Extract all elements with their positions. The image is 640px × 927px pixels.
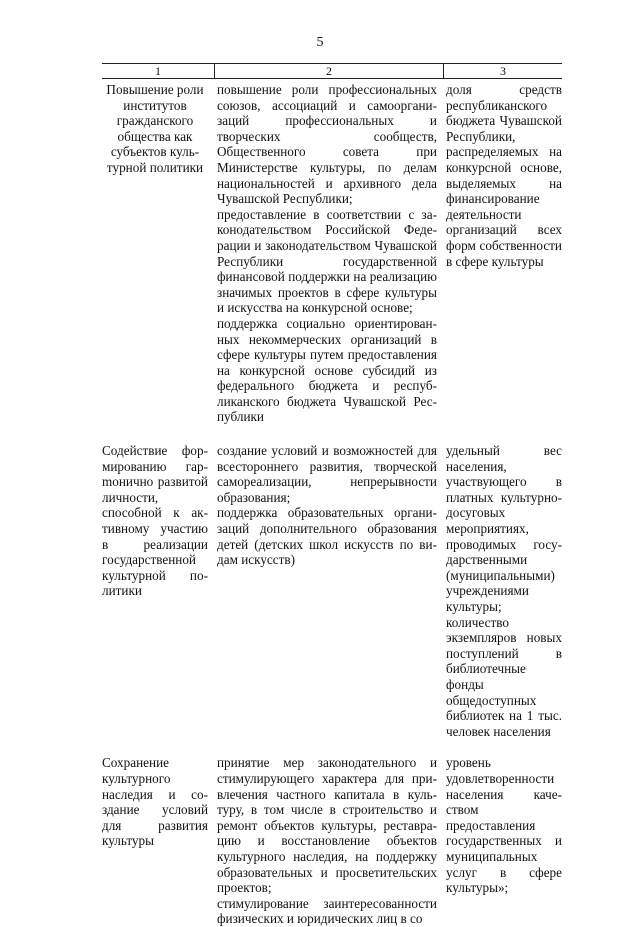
measure-paragraph: создание условий и возможностей для всестороннего развития, творческой самореализации, непрерывности образования; <box>217 443 437 505</box>
measure-paragraph: предоставление в соответствии с законодательством Российской Федерации и законодательством Чувашской Республики государственной финансовой поддержки на реализацию значимых проектов в сфере культуры и искусства на конкурсной основе; <box>217 206 437 316</box>
indicators-cell <box>443 443 562 739</box>
indicators-cell <box>443 82 562 425</box>
measure-paragraph: принятие мер законодательного и стимулирующего характера для привлечения частного капитала в культуру, в том числе в строительство и ремонт объектов культуры, реставрацию и восстановление объектов культурного наследия, на поддержку образовательных и просветительских проектов; <box>217 755 437 896</box>
measure-paragraph: повышение роли профессиональных союзов, ассоциаций и самоорганизаций профессиональных и творческих сообществ, Общественного совета при Министерстве культуры, по делам национальностей и архивного дела Чувашской Республики; <box>217 82 437 207</box>
column-number-3: 3 <box>443 64 562 78</box>
measures-table <box>102 63 562 927</box>
measure-paragraph: поддержка образовательных организаций дополнительного образования детей (детских школ искусств по видам искусств) <box>217 505 437 568</box>
page-number: 5 <box>316 35 324 50</box>
task-cell: Повышение роли институтов гражданского общества как субъектов культурной политики <box>106 82 204 175</box>
indicators-cell <box>443 755 562 927</box>
table-row <box>102 82 562 425</box>
indicator-paragraph: уровень удовлетворенности населения качеством предоставления государственных и муниципальных услуг в сфере культуры»; <box>446 755 562 896</box>
table-header-row <box>102 63 562 79</box>
indicator-paragraph: удельный вес населения, участвующего в платных культурно-досуговых мероприятиях, проводимых государственными (муниципальными) учреждениями культуры; <box>446 443 562 614</box>
indicator-paragraph: доля средств республиканского бюджета Чувашской Республики, распределяемых на конкурсной основе, выделяемых на финансирование деятельности организаций всех форм собственности в сфере культуры <box>446 82 562 269</box>
measure-paragraph: поддержка социально ориентированных некоммерческих организаций в сфере культуры путем предоставления на конкурсной основе субсидий из федерального бюджета и республиканского бюджета Чувашской Республики <box>217 315 437 425</box>
column-number-1: 1 <box>155 64 161 78</box>
table-row <box>102 755 562 927</box>
indicator-paragraph: количество экземпляров новых поступлений в библиотечные фонды общедоступных библиотек на 1 тыс. человек населения <box>446 614 562 739</box>
measure-paragraph: стимулирование заинтересованности физических и юридических лиц в со <box>217 895 437 927</box>
measures-cell <box>214 443 443 739</box>
measures-cell <box>214 755 443 927</box>
table-row <box>102 443 562 739</box>
measures-cell <box>214 82 443 425</box>
column-number-2: 2 <box>214 64 443 78</box>
task-cell: Сохранение культурного наследия и создание условий для развития культуры <box>102 755 208 849</box>
task-cell: Содействие формированию гарmонично развитой личности, способной к активному участию в реализации государственной культурной политики <box>102 443 208 599</box>
